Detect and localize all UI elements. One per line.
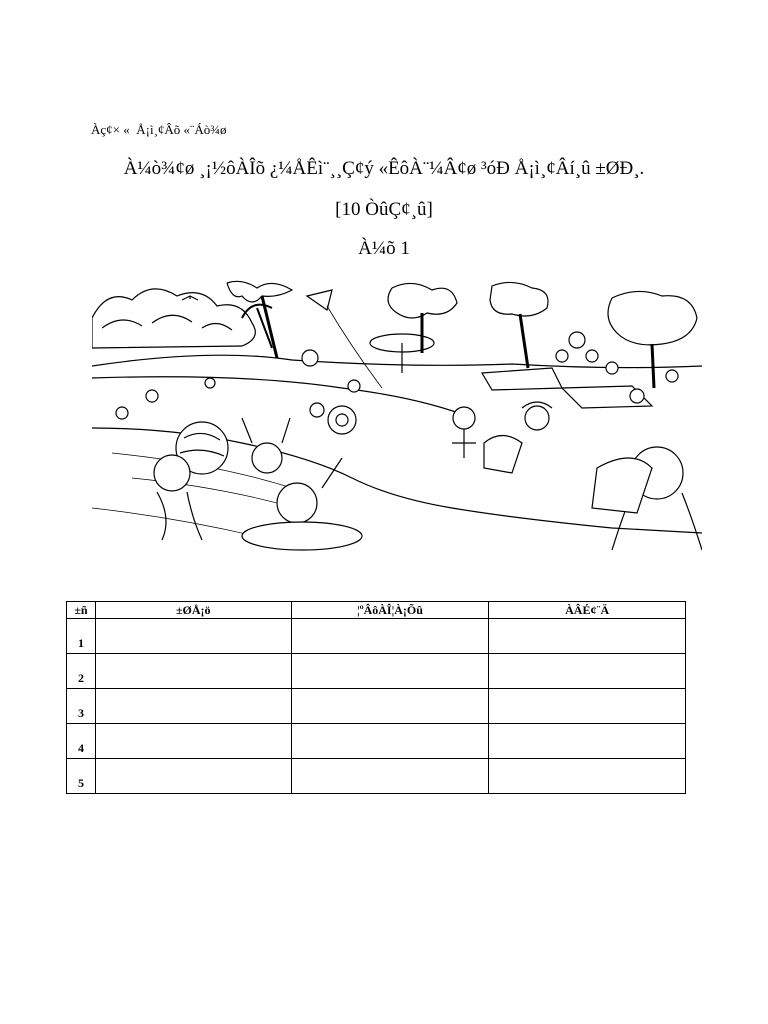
answer-cell[interactable] xyxy=(291,619,489,654)
answer-cell[interactable] xyxy=(95,689,291,724)
column-header: ±ØÅ¡ö xyxy=(95,602,291,619)
table-row xyxy=(67,724,686,759)
table-row xyxy=(67,654,686,689)
worksheet-section-title: Àç¢× « Å¡ì¸¢Âõ «¨Áò¾ø xyxy=(91,122,227,137)
table-row xyxy=(67,689,686,724)
answer-cell[interactable] xyxy=(291,654,489,689)
answer-cell[interactable] xyxy=(489,654,686,689)
marks-label: [10 ÒûÇ¢¸û] xyxy=(335,199,433,220)
answer-cell[interactable] xyxy=(291,689,489,724)
table-header-row xyxy=(67,602,686,619)
worksheet-table xyxy=(66,601,686,794)
beach-scene-illustration xyxy=(92,278,702,552)
answer-cell[interactable] xyxy=(291,759,489,794)
row-number: 5 xyxy=(67,759,96,794)
row-number: 2 xyxy=(67,654,96,689)
answer-cell[interactable] xyxy=(95,759,291,794)
answer-cell[interactable] xyxy=(95,619,291,654)
table-row xyxy=(67,759,686,794)
answer-cell[interactable] xyxy=(489,619,686,654)
worksheet-instruction: À¼ò¾¢ø ¸¡½ôÀÎõ ¿¼ÅÊì¨¸¸Ç¢ý «ÊôÀ¨¼Â¢ø ³óÐ Å¡ì¸¢Âí¸û ±ØÐ¸. xyxy=(123,158,645,179)
answer-cell[interactable] xyxy=(489,759,686,794)
answer-cell[interactable] xyxy=(95,654,291,689)
picture-label: À¼õ 1 xyxy=(358,238,410,259)
answer-cell[interactable] xyxy=(291,724,489,759)
column-header: ¦ºÂôÀÎ¦À¡Õû xyxy=(291,602,489,619)
column-header: ±ñ xyxy=(67,602,96,619)
row-number: 3 xyxy=(67,689,96,724)
answer-cell[interactable] xyxy=(95,724,291,759)
answer-cell[interactable] xyxy=(489,689,686,724)
answer-cell[interactable] xyxy=(489,724,686,759)
row-number: 1 xyxy=(67,619,96,654)
column-header: ÀÂÉ¢¨Ä xyxy=(489,602,686,619)
table-row xyxy=(67,619,686,654)
row-number: 4 xyxy=(67,724,96,759)
